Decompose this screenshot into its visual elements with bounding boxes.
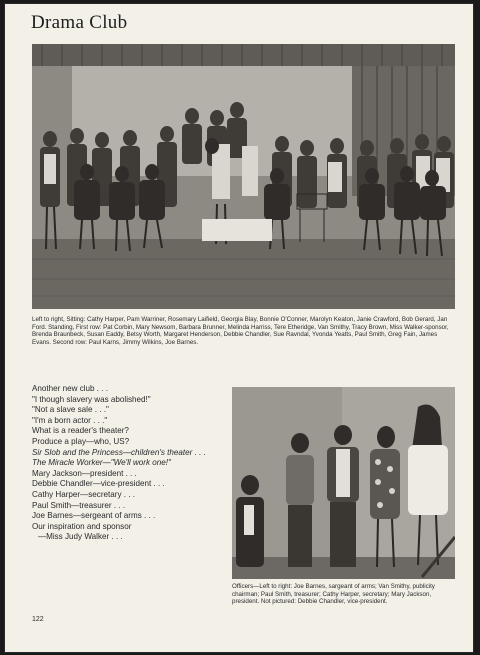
yearbook-page bbox=[4, 3, 474, 653]
text-line: "I though slavery was abolished!" bbox=[32, 394, 151, 404]
page-number: 122 bbox=[32, 616, 44, 623]
text-line: "I'm a born actor . . ." bbox=[32, 415, 108, 425]
text-line: Mary Jackson—president . . . bbox=[32, 468, 137, 478]
text-line: Debbie Chandler—vice-president . . . bbox=[32, 479, 165, 489]
text-line: —Miss Judy Walker . . . bbox=[38, 532, 123, 542]
text-line: Cathy Harper—secretary . . . bbox=[32, 489, 136, 499]
group-photo-caption: Left to right, Sitting: Cathy Harper, Pam Warriner, Rosemary Laifield, Georgia Blay, Bonnie O'Conner, Marolyn Keaton, Janie Crawford, Bob Gerard, Jan Ford. Standing, First row: Pat Corbin, Mary Newsom, Barbara Brunner, Melinda Harriss, Tere Etheridge, Van Smithy, Tracy Brown, Miss Walker-sponsor, Brenda Braunbeck, Susan Eaddy, Betsy Worth, Margaret Henderson, Debbie Chandler, Sue Ravndal, Yvonda Yeatts, Paul Smith, Greg Fain, James Evans. Second row: Paul Karns, Jimmy Wilkins, Joe Barnes. bbox=[32, 316, 449, 346]
officers-photo-caption: Officers—Left to right: Joe Barnes, sargeant of arms; Van Smithy, publicity chairman; Paul Smith, treasurer; Cathy Harper, secretary; Mary Jackson, president. Not pictured: Debbie Chandler, vice-president. bbox=[232, 583, 435, 606]
club-group-photo-illustration bbox=[32, 44, 455, 309]
text-line: What is a reader's theater? bbox=[32, 426, 129, 436]
text-line: Sir Slob and the Princess—children's theater . . . bbox=[32, 447, 206, 457]
text-line: The Miracle Worker—"We'll work one!" bbox=[32, 458, 171, 468]
officers-photo-illustration bbox=[232, 387, 455, 579]
text-line: Produce a play—who, US? bbox=[32, 436, 130, 446]
text-line: Our inspiration and sponsor bbox=[32, 521, 132, 531]
text-line: Paul Smith—treasurer . . . bbox=[32, 500, 126, 510]
text-line: "Not a slave sale . . ." bbox=[32, 405, 109, 415]
text-line: Joe Barnes—sergeant of arms . . . bbox=[32, 511, 156, 521]
club-highlights-text bbox=[32, 384, 228, 543]
officers-photo bbox=[232, 387, 455, 579]
page-title: Drama Club bbox=[31, 12, 128, 33]
club-group-photo bbox=[32, 44, 455, 309]
text-line: Another new club . . . bbox=[32, 384, 109, 393]
